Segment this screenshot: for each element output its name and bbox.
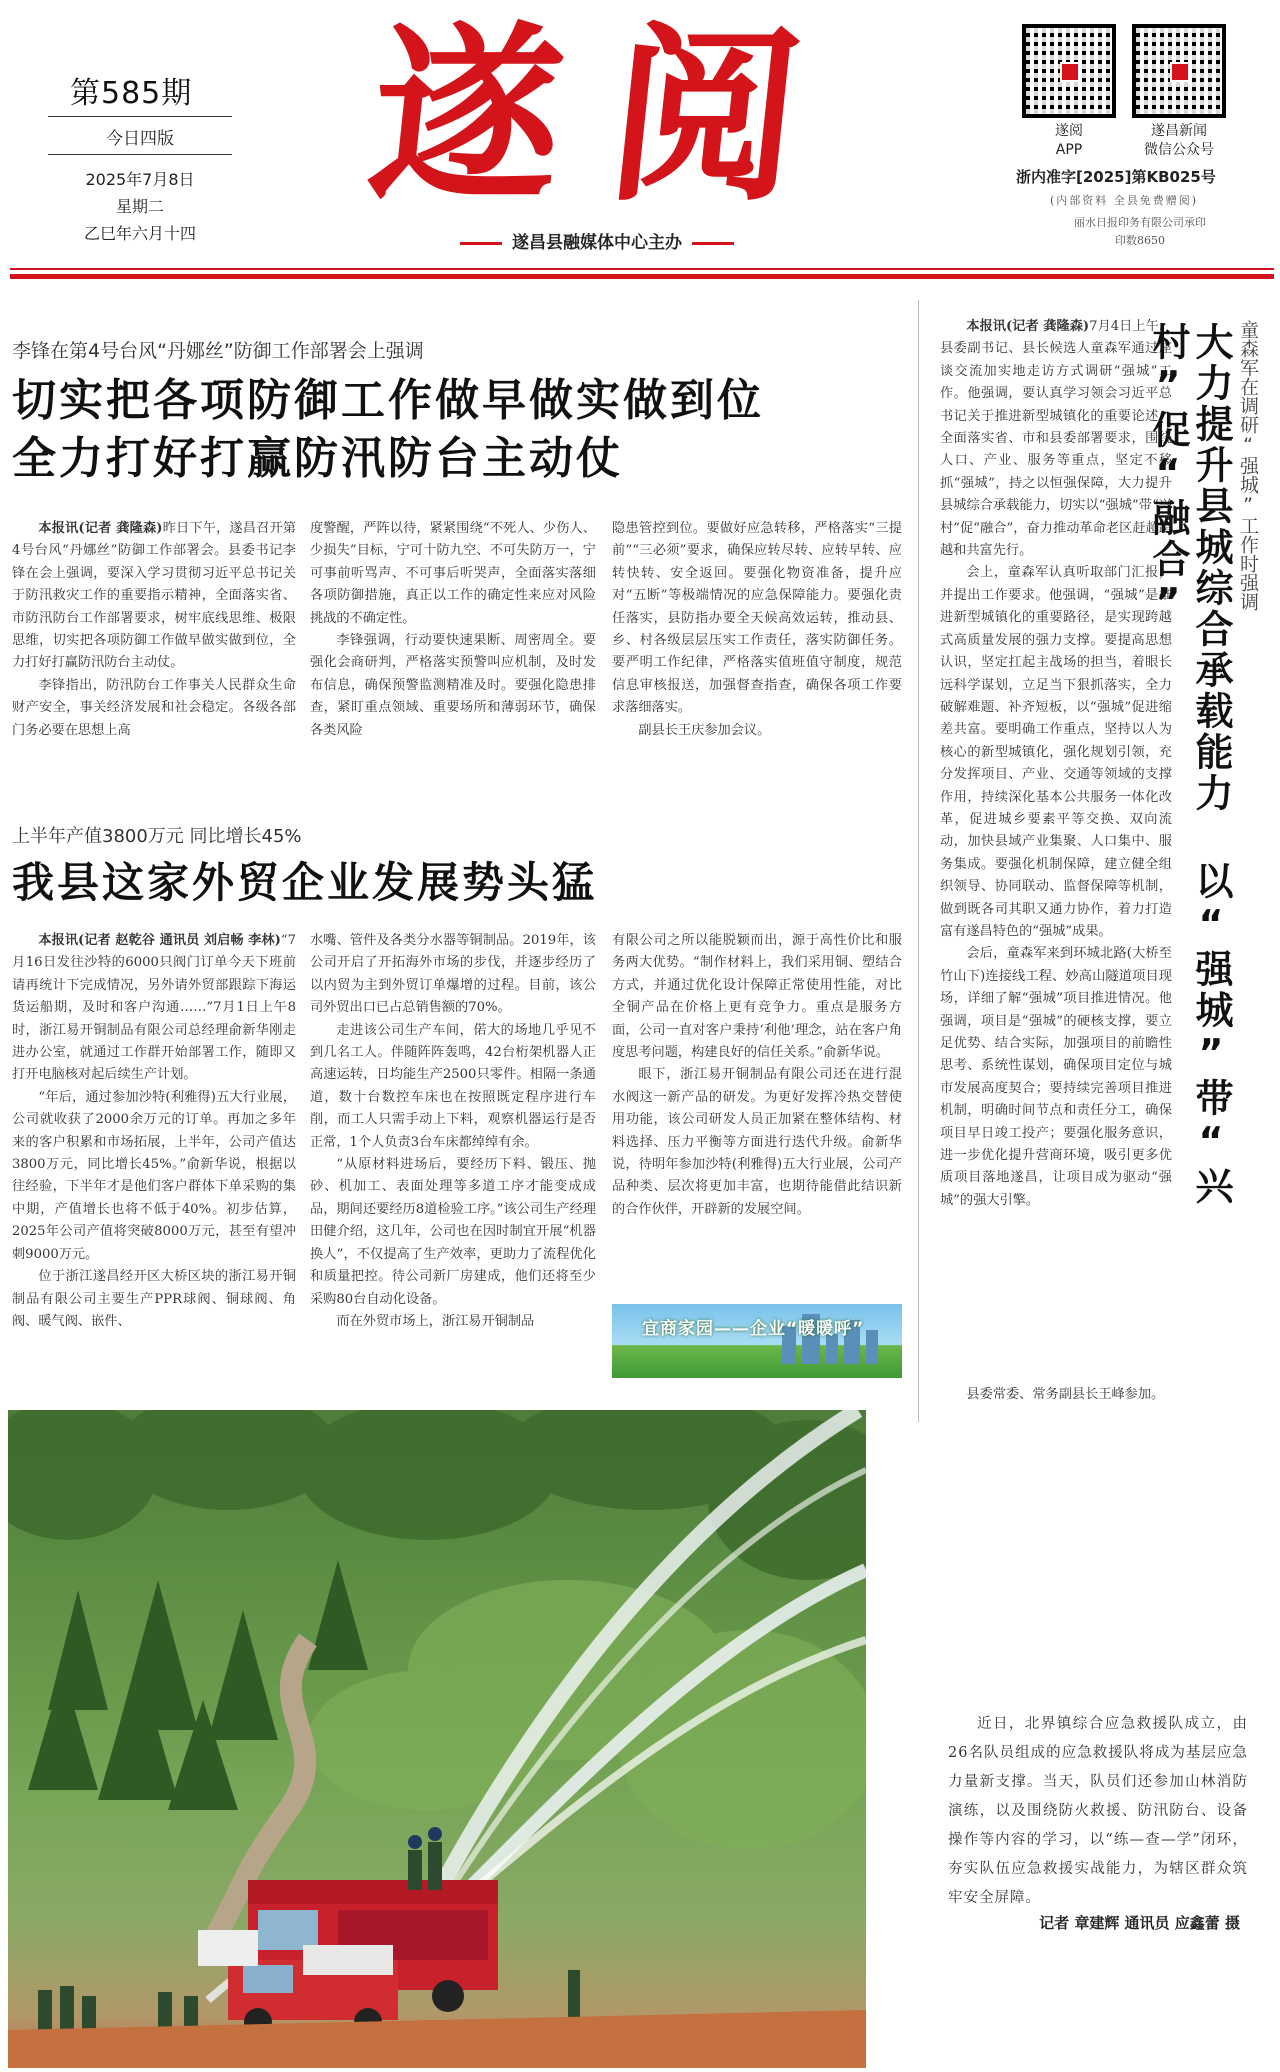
sidebar-column-wide	[940, 1384, 1266, 1468]
wechat-qr-code[interactable]	[1132, 24, 1226, 118]
qr-logo-icon	[1170, 62, 1190, 82]
article2-column-1	[12, 930, 296, 1378]
wechat-qr-label	[1124, 122, 1234, 160]
article1-headline-line1: 切实把各项防御工作做早做实做到位	[12, 375, 764, 426]
publish-date: 2025年7月8日	[85, 170, 195, 189]
article2-kicker: 上半年产值3800万元 同比增长45%	[12, 826, 302, 847]
sidebar-paragraph: 县委常委、常务副县长王峰参加。	[966, 1387, 1165, 1402]
photo-caption: 近日，北界镇综合应急救援队成立，由26名队员组成的应急救援队将成为基层应急力量新支撑。当天，队员们还参加山林消防演练，以及围绕防火救援、防汛防台、设备操作等内容的学习，以“练—查—学”闭环，夯实队伍应急救援实战能力，为辖区群众筑牢安全屏障。	[948, 1716, 1248, 1906]
article1-paragraph: 度警醒，严阵以待，紧紧围绕“不死人、少伤人、少损失”目标，宁可十防九空、不可失防万一，宁可事前听骂声、不可事后听哭声，全面落实落细各项防御措施，真正以工作的确定性来应对风险挑战的不确定性。	[310, 521, 596, 626]
qr-logo-icon	[1060, 62, 1080, 82]
sidebar-paragraph: 会上，童森军认真听取部门汇报，并提出工作要求。他强调，“强城”是推进新型城镇化的重要路径，是实现跨越式高质量发展的强力支撑。要提高思想认识，坚定扛起主战场的担当，着眼长远科学谋划，立足当下狠抓落实，全力破解难题、补齐短板，以“强城”促进缩差共富。要明确工作重点，坚持以人为核心的新型城镇化，强化规划引领，充分发挥项目、产业、交通等领域的支撑作用，持续深化基本公共服务一体化改革，促进城乡要素平等交换、双向流动，加快县域产业集聚、人口集中、服务集成。要强化机制保障，建立健全组织领导、协同联动、监督保障等机制，做到既各司其职又通力协作，着力打造富有遂昌特色的“强城”成果。	[940, 565, 1172, 939]
article2-paragraph: 而在外贸市场上，浙江易开铜制品	[336, 1313, 535, 1329]
issue-rule-top	[48, 116, 232, 117]
page-count: 今日四版	[106, 129, 174, 149]
app-qr-label-name: 遂阅	[1055, 123, 1083, 139]
article1-paragraph: 副县长王庆参加会议。	[638, 722, 771, 738]
article2-paragraph: 位于浙江遂昌经开区大桥区块的浙江易开铜制品有限公司主要生产PPR球阀、铜球阀、角阀、暖气阀、嵌件、	[12, 1269, 296, 1329]
printer: 丽水日报印务有限公司承印	[1074, 216, 1206, 229]
article2-byline: 本报讯(记者 赵乾谷 通讯员 刘启畅 李林)	[38, 933, 281, 948]
article1-headline[interactable]	[12, 372, 764, 488]
article1-column-2	[310, 518, 596, 770]
article1-paragraph: 李锋强调，行动要快速果断、周密周全。要强化会商研判，严格落实预警叫应机制，及时发布信息，确保预警监测精准及时。要强化隐患排查，紧盯重点领域、重要场所和薄弱环节，确保各类风险	[310, 633, 596, 738]
masthead-rule-thick	[10, 274, 1274, 279]
article1-column-3	[612, 518, 902, 770]
article1-byline: 本报讯(记者 龚隆森)	[38, 521, 163, 536]
masthead-rule-thin	[10, 268, 1274, 270]
wechat-qr-label-type: 微信公众号	[1144, 142, 1214, 158]
sponsor-bar-right	[692, 242, 734, 245]
article1-paragraph: 隐患管控到位。要做好应急转移，严格落实“三提前”“三必须”要求，确保应转尽转、应转早转、应转快转、安全返回。要强化物资准备，提升应对“五断”等极端情况的应急保障能力。要强化责任落实，县防指办要全天候高效运转，推动县、乡、村各级层层压实工作责任，落实防御任务。要严明工作纪律，严格落实值班值守制度，规范信息审核报送，加强督查指查，确保各项工作要求落细落实。	[612, 521, 902, 716]
sidebar-paragraph: 7月4日上午，县委副书记、县长候选人童森军通过座谈交流加实地走访方式调研“强城”工作。他强调，要认真学习领会习近平总书记关于推进新型城镇化的重要论述，全面落实省、市和县委部署要求，围绕人口、产业、服务等重点，坚定不移抓“强城”，持之以恒强保障，大力提升县城综合承载能力，切实以“强城”带“兴村”促“融合”，奋力推动革命老区赶超跨越和共富先行。	[940, 319, 1172, 559]
app-qr-label-type: APP	[1055, 142, 1083, 158]
date-block	[48, 166, 232, 247]
article2-column-2	[310, 930, 596, 1378]
sidebar-byline: 本报讯(记者 龚隆森)	[966, 319, 1090, 334]
article2-paragraph: 水嘴、管件及各类分水器等铜制品。2019年，该公司开启了开拓海外市场的步伐，并逐步经历了以内贸为主到外贸订单爆增的过程。目前，该公司外贸出口已占总销售额的70%。	[310, 933, 596, 1016]
issue-rule-bottom	[48, 154, 232, 155]
app-qr-label	[1014, 122, 1124, 160]
banner-building	[866, 1330, 878, 1364]
news-photo-fire-drill[interactable]	[8, 1410, 866, 2068]
article2-paragraph: “年后，通过参加沙特(利雅得)五大行业展，公司就收获了2000余万元的订单。再加之多年来的客户积累和市场拓展，上半年，公司产值达3800万元，同比增长45%。”俞新华说，根据以往经验，下半年才是他们客户群体下单采购的集中期，产值增长也将不低于40%。初步估算，2025年公司产值将突破8000万元，甚至有望冲刺9000万元。	[12, 1089, 296, 1262]
banner-text: 宜商家园——企业“暖暖呼”	[642, 1319, 865, 1339]
article1-column-1	[12, 518, 296, 770]
sponsor-bar-left	[460, 242, 502, 245]
article1-kicker: 李锋在第4号台风“丹娜丝”防御工作部署会上强调	[12, 340, 424, 362]
column-banner[interactable]	[612, 1304, 902, 1378]
article1-paragraph: 李锋指出，防汛防台工作事关人民群众生命财产安全，事关经济发展和社会稳定。各级各部门务必要在思想上高	[12, 677, 296, 738]
article2-paragraph: “从原材料进场后，要经历下料、锻压、抛砂、机加工、表面处理等多道工序才能变成成品，期间还要经历8道检验工序。”该公司生产经理田健介绍，这几年，公司也在因时制宜开展“机器换人”，不仅提高了生产效率，更助力了流程优化和质量把控。待公司新厂房建成，他们还将至少采购80台自动化设备。	[310, 1157, 596, 1307]
article2-paragraph: 有限公司之所以能脱颖而出，源于高性价比和服务两大优势。“制作材料上，我们采用铜、塑结合方式，并通过优化设计保障正常使用性能，对比全铜产品在价格上更有竞争力。重点是服务方面，公司一直对客户秉持‘利他’理念，站在客户角度思考问题，构建良好的信任关系。”俞新华说。	[612, 933, 902, 1061]
issue-number: 第585期	[70, 76, 193, 111]
sponsor-text: 遂昌县融媒体中心主办	[512, 233, 682, 253]
article1-headline-line2: 全力打好打赢防汛防台主动仗	[12, 433, 623, 484]
photo-credit: 记者 章建辉 通讯员 应鑫蕾 摄	[1039, 1914, 1240, 1932]
weekday: 星期二	[115, 197, 164, 216]
article2-paragraph: 走进该公司生产车间，偌大的场地几乎见不到几名工人。伴随阵阵轰鸣，42台桁架机器人正高速运转，日均能生产2500只零件。相隔一条通道，数十台数控车床也在按照既定程序进行车削，而工人只需手动上下料，观察机器运行是否正常，1个人负责3台车床都绰绰有余。	[310, 1022, 596, 1150]
sponsor-line	[450, 228, 910, 253]
sidebar-paragraph: 会后，童森军来到环城北路(大桥至竹山下)连接线工程、妙高山隧道项目现场，详细了解“强城”项目推进情况。他强调，项目是“强城”的硬核支撑，要立足优势、结合实际，加强项目的前瞻性思考、系统性谋划，确保项目定位与城市发展高度契合；要持续完善项目推进机制，明确时间节点和责任分工，确保项目早日竣工投产；要强化服务意识，进一步优化提升营商环境，吸引更多优质项目落地遂昌，让项目成为驱动“强城”的强大引擎。	[940, 946, 1172, 1208]
sidebar-vertical-title[interactable]	[1146, 320, 1270, 1360]
wechat-qr-label-name: 遂昌新闻	[1151, 123, 1207, 139]
sidebar-headline: 大力提升县城综合承载能力 以“强城”带“兴村”促“融合”	[1146, 322, 1233, 1207]
license-number: 浙内准字[2025]第KB025号	[1016, 168, 1216, 186]
photo-illustration	[8, 1410, 866, 2068]
article2-paragraph: “7月16日发往沙特的6000只阀门订单今天下班前请再统计下完成情况，另外请外贸部跟踪下海运货运船期，及时和客户沟通……”7月1日上午8时，浙江易开铜制品有限公司总经理俞新华刚走进办公室，就通过工作群开始部署工作，随即又打开电脑核对起后续生产计划。	[12, 933, 296, 1083]
newspaper-logo: 遂阅	[360, 4, 860, 227]
sidebar-divider	[918, 300, 919, 1422]
article1-paragraph: 昨日下午，遂昌召开第4号台风“丹娜丝”防御工作部署会。县委书记李锋在会上强调，要深入学习贯彻习近平总书记关于防汛救灾工作的重要指示精神，全面落实省、市防汛防台工作部署要求，树牢底线思维、极限思维，切实把各项防御工作做早做实做到位，全力打好打赢防汛防台主动仗。	[12, 521, 296, 671]
article2-paragraph: 眼下，浙江易开铜制品有限公司还在进行混水阀这一新产品的研发。为更好发挥冷热交替使用功能，该公司研发人员正加紧在整体结构、材料选择、压力平衡等方面进行迭代升级。俞新华说，待明年参加沙特(利雅得)五大行业展，公司产品种类、层次将更加丰富，也期待能借此结识新的合作伙伴，开辟新的发展空间。	[612, 1067, 902, 1217]
sidebar-column-narrow	[940, 316, 1172, 1356]
print-note	[1040, 214, 1240, 250]
lunar-date: 乙巳年六月十四	[83, 224, 196, 243]
masthead	[0, 0, 1280, 290]
app-qr-code[interactable]	[1022, 24, 1116, 118]
license-note: (内部资料 全县免费赠阅)	[1050, 194, 1199, 207]
sidebar-subtitle: 童森军在调研“强城”工作时强调	[1237, 320, 1259, 611]
print-run: 印数8650	[1115, 234, 1165, 247]
article2-headline[interactable]: 我县这家外贸企业发展势头猛	[12, 858, 598, 907]
article2-column-3	[612, 930, 902, 1296]
